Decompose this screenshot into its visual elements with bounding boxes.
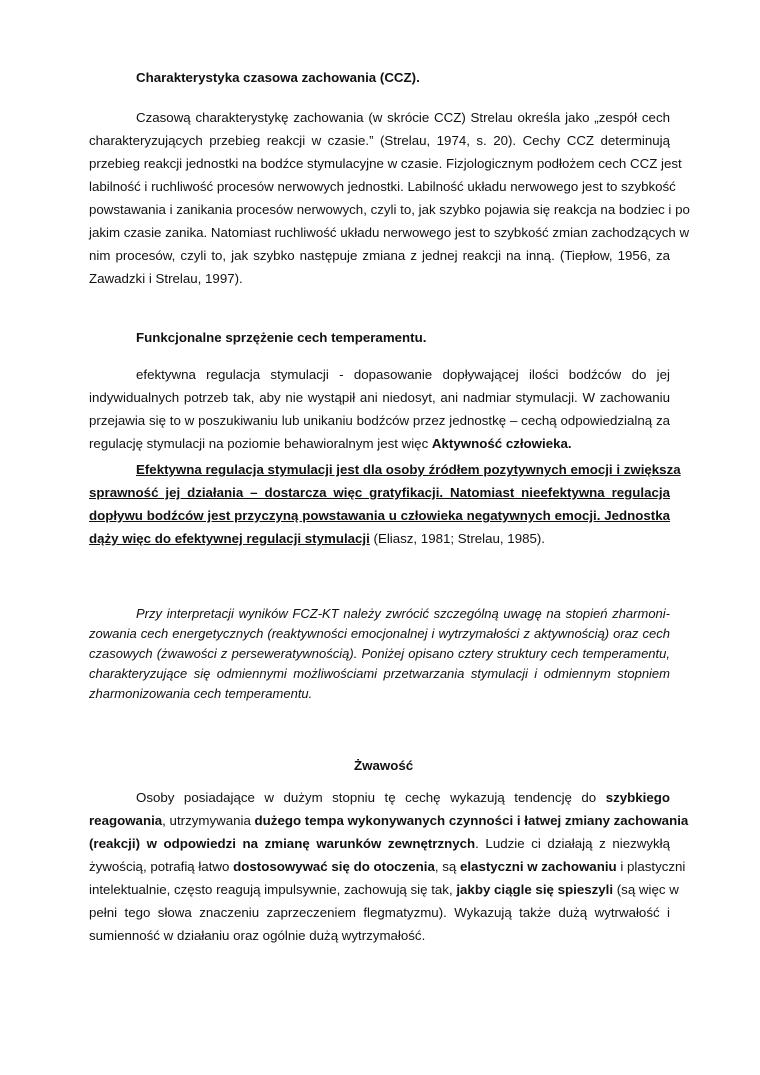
bold-text: dużego tempa wykonywanych czynności i łatwej zmiany zachowania [254, 813, 689, 828]
paragraph-line: Zawadzki i Strelau, 1997). [89, 271, 243, 286]
section-heading-ccz: Charakterystyka czasowa zachowania (CCZ). [136, 70, 420, 85]
paragraph-line [89, 786, 670, 809]
bold-text: dostosowywać się do otoczenia [233, 859, 435, 874]
paragraph-line [89, 432, 670, 455]
paragraph-line: jakim czasie zanika. Natomiast ruchliwość układu nerwowego jest to szybkość zmian zachodzących w [89, 225, 690, 240]
paragraph-line: efektywna regulacja stymulacji - dopasowanie dopływającej ilości bodźców do jej [136, 367, 670, 382]
paragraph-line: Czasową charakterystykę zachowania (w skrócie CCZ) Strelau określa jako „zespół cech [136, 110, 670, 125]
paragraph-line: nim procesów, czyli to, jak szybko następuje zmiana z jednej reakcji na inną. (Tiepłow, 1956, za [89, 248, 670, 263]
paragraph-line: powstawania i zanikania procesów nerwowych, czyli to, jak szybko pojawia się reakcja na bodziec i po [89, 202, 690, 217]
text-run: , są [434, 859, 460, 874]
text-run: . Ludzie ci działają z niezwykłą [475, 836, 670, 851]
italic-note [89, 604, 670, 704]
paragraph-line: charakteryzujących przebieg reakcji w czasie.” (Strelau, 1974, s. 20). Cechy CCZ determinują [89, 133, 670, 148]
italic-line: zowania cech energetycznych (reaktywności emocjonalnej i wytrzymałości z aktywnością) oraz cech [89, 626, 670, 641]
bold-text: szybkiego [605, 790, 670, 805]
text-run: Osoby posiadające w dużym stopniu tę cechę wykazują tendencję do [136, 790, 606, 805]
paragraph-line: przebieg reakcji jednostki na bodźce stymulacyjne w czasie. Fizjologicznym podłożem cech CCZ jest [89, 156, 682, 171]
section-heading-functional: Funkcjonalne sprzężenie cech temperamentu. [136, 330, 427, 345]
text-run: i plastyczni [616, 859, 686, 874]
paragraph-line [89, 527, 670, 550]
bold-text: reagowania [89, 813, 163, 828]
paragraph-line: Efektywna regulacja stymulacji jest dla osoby źródłem pozytywnych emocji i zwiększa [136, 462, 681, 477]
text-run: regulację stymulacji na poziomie behawioralnym jest więc [89, 436, 432, 451]
paragraph-line: dopływu bodźców jest przyczyną powstawania u człowieka negatywnych emocji. Jednostka [89, 508, 670, 523]
paragraph-effective-regulation [89, 458, 681, 550]
paragraph-line [89, 878, 679, 901]
text-run: intelektualnie, często reagują impulsywnie, zachowują się tak, [89, 882, 457, 897]
paragraph-line [89, 855, 686, 878]
paragraph-line: labilność i ruchliwość procesów nerwowych jednostki. Labilność układu nerwowego jest to szybkość [89, 179, 676, 194]
text-run: żywością, potrafią łatwo [89, 859, 234, 874]
paragraph-line: przejawia się to w poszukiwaniu lub unikaniu bodźców przez jednostkę – cechą odpowiedzialną za [89, 413, 670, 428]
text-run: , utrzymywania [162, 813, 255, 828]
paragraph-line [89, 832, 670, 855]
section-heading-zwawosc: Żwawość [354, 758, 414, 773]
paragraph-line: indywidualnych potrzeb tak, aby nie wystąpił ani niedosyt, ani nadmiar stymulacji. W zachowaniu [89, 390, 670, 405]
paragraph-ccz [89, 106, 690, 290]
italic-line: charakteryzujące się odmiennymi możliwościami przetwarzania stymulacji i odmiennym stopniem [89, 666, 670, 681]
bold-text: jakby ciągle się spieszyli [456, 882, 614, 897]
paragraph-line: pełni tego słowa znaczeniu zaprzeczeniem flegmatyzmu). Wykazują także dużą wytrwałość i [89, 905, 670, 920]
paragraph-line [89, 809, 689, 832]
bold-underlined-text: dąży więc do efektywnej regulacji stymulacji [89, 531, 370, 546]
italic-line: Przy interpretacji wyników FCZ-KT należy zwrócić szczególną uwagę na stopień zharmoni- [136, 606, 670, 621]
paragraph-zwawosc [89, 786, 689, 947]
paragraph-line: sumienność w działaniu oraz ogólnie dużą wytrzymałość. [89, 928, 426, 943]
italic-line: czasowych (żwawości z perseweratywnością). Poniżej opisano cztery struktury cech temperamentu, [89, 646, 670, 661]
text-run: (są więc w [613, 882, 679, 897]
bold-text-activity: Aktywność człowieka. [431, 436, 572, 451]
italic-line: zharmonizowania cech temperamentu. [89, 686, 313, 701]
paragraph-line: sprawność jej działania – dostarcza więc gratyfikacji. Natomiast nieefektywna regulacja [89, 485, 670, 500]
bold-text: elastyczni w zachowaniu [459, 859, 617, 874]
paragraph-regulation [89, 363, 670, 455]
citation-text: (Eliasz, 1981; Strelau, 1985). [369, 531, 545, 546]
bold-text: (reakcji) w odpowiedzi na zmianę warunków zewnętrznych [89, 836, 476, 851]
